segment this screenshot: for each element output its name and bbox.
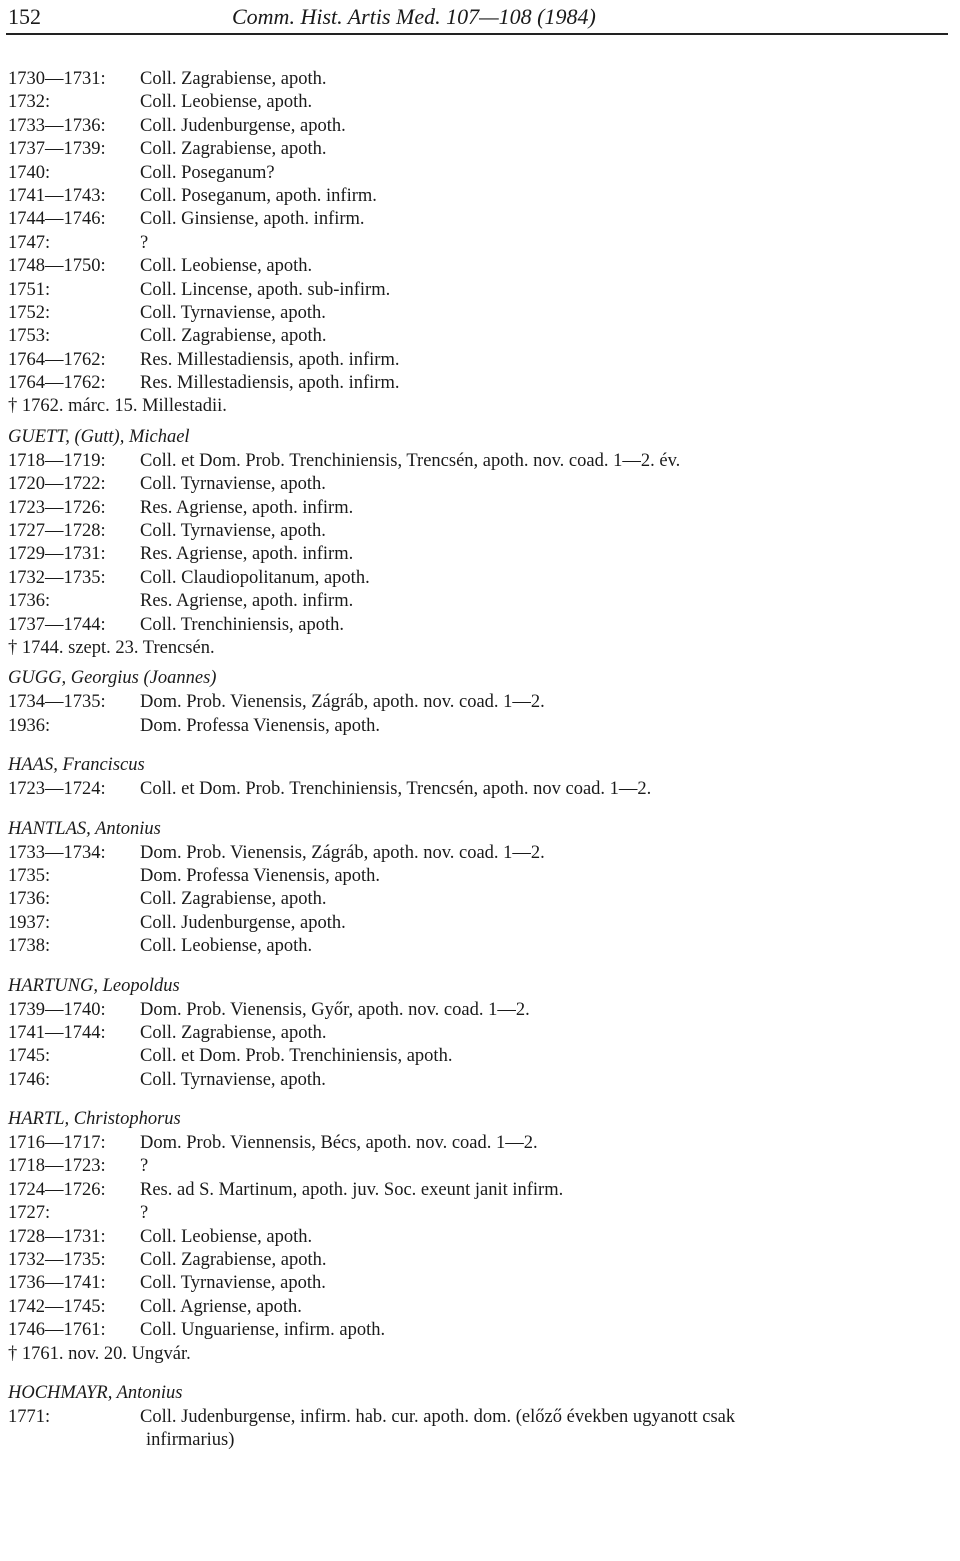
service-row	[8, 865, 958, 888]
service-row	[8, 888, 958, 911]
service-row	[8, 325, 958, 348]
person-entry	[8, 816, 958, 959]
service-post: Coll. Zagrabiense, apoth.	[140, 139, 327, 160]
service-post: Dom. Professa Vienensis, apoth.	[140, 715, 381, 736]
service-post: Coll. Poseganum?	[140, 162, 275, 183]
service-dates: 1737—1744:	[8, 614, 106, 635]
service-dates: 1723—1726:	[8, 497, 106, 518]
service-row	[8, 208, 958, 231]
service-post: Dom. Prob. Vienensis, Zágráb, apoth. nov. coad. 1—2.	[140, 692, 545, 713]
death-date: † 1762. márc. 15. Millestadii.	[8, 396, 227, 417]
service-row	[8, 115, 958, 138]
service-post: Coll. et Dom. Prob. Trenchiniensis, apoth.	[140, 1046, 453, 1067]
service-row	[8, 1132, 958, 1155]
service-dates: 1746—1761:	[8, 1320, 106, 1341]
service-post: Coll. Tyrnaviense, apoth.	[140, 302, 326, 323]
name-separator: ,	[65, 426, 75, 447]
person-name	[8, 752, 958, 778]
service-dates: 1748—1750:	[8, 256, 106, 277]
service-dates: 1764—1762:	[8, 373, 106, 394]
service-post: Coll. Zagrabiense, apoth.	[140, 69, 327, 89]
person-entry	[8, 752, 958, 801]
surname: GUETT	[8, 426, 66, 447]
service-dates: 1723—1724:	[8, 779, 106, 800]
service-row	[8, 68, 958, 91]
service-dates: 1741—1743:	[8, 185, 106, 206]
person-entry	[8, 1380, 958, 1453]
service-post: Res. Millestadiensis, apoth. infirm.	[140, 349, 400, 370]
service-row	[8, 778, 958, 801]
person-entry	[8, 1106, 958, 1366]
service-row	[8, 1226, 958, 1249]
service-dates: 1747:	[8, 232, 51, 253]
service-dates: 1742—1745:	[8, 1296, 106, 1317]
service-post: Dom. Prob. Viennensis, Bécs, apoth. nov. coad. 1—2.	[140, 1133, 538, 1154]
given-name: Christophorus	[73, 1109, 181, 1130]
person-name	[8, 424, 958, 450]
service-post: ?	[140, 1156, 149, 1177]
service-dates: 1738:	[8, 936, 51, 957]
name-separator: ,	[86, 818, 96, 839]
person-name	[8, 973, 958, 999]
service-post: Coll. Judenburgense, apoth.	[140, 115, 346, 136]
person-entry	[8, 424, 958, 661]
name-separator: ,	[93, 975, 103, 996]
service-post: Coll. Judenburgense, infirm. hab. cur. apoth. dom. (előző években ugyanott csak	[140, 1406, 736, 1427]
service-row	[8, 567, 958, 590]
service-dates: 1736:	[8, 889, 51, 910]
service-dates: 1736:	[8, 591, 51, 612]
service-row	[8, 520, 958, 543]
service-dates: 1751:	[8, 279, 51, 300]
service-dates: 1736—1741:	[8, 1273, 106, 1294]
service-post: Coll. Leobiense, apoth.	[140, 1226, 313, 1247]
service-post: Coll. Claudiopolitanum, apoth.	[140, 567, 370, 588]
service-dates: 1764—1762:	[8, 349, 106, 370]
service-dates: 1732:	[8, 92, 51, 113]
service-row	[8, 590, 958, 613]
service-dates: 1716—1717:	[8, 1133, 106, 1154]
service-dates: 1746:	[8, 1069, 51, 1090]
death-date: † 1761. nov. 20. Ungvár.	[8, 1343, 191, 1364]
service-dates: 1720—1722:	[8, 474, 106, 495]
service-dates: 1733—1736:	[8, 115, 106, 136]
service-row	[8, 935, 958, 958]
service-row	[8, 372, 958, 395]
service-row	[8, 912, 958, 935]
service-dates: 1740:	[8, 162, 51, 183]
service-dates: 1937:	[8, 912, 51, 933]
service-row	[8, 185, 958, 208]
service-post: Coll. et Dom. Prob. Trenchiniensis, Trencsén, apoth. nov. coad. 1—2. év.	[140, 450, 681, 471]
service-row	[8, 1202, 958, 1225]
surname: GUGG	[8, 668, 62, 689]
person-entry	[8, 973, 958, 1093]
service-row	[8, 1406, 958, 1429]
name-separator: ,	[61, 668, 71, 689]
given-name: Leopoldus	[102, 975, 180, 996]
service-row	[8, 614, 958, 637]
service-dates: 1732—1735:	[8, 1250, 106, 1271]
service-dates: 1729—1731:	[8, 544, 106, 565]
service-post: Dom. Professa Vienensis, apoth.	[140, 865, 381, 886]
service-dates: 1741—1744:	[8, 1022, 106, 1043]
surname: HARTUNG	[8, 975, 94, 996]
service-post: Coll. Tyrnaviense, apoth.	[140, 1273, 326, 1294]
service-row	[8, 255, 958, 278]
death-record	[8, 1343, 958, 1366]
service-post: Res. Agriense, apoth. infirm.	[140, 497, 354, 518]
service-row	[8, 715, 958, 738]
service-post: Dom. Prob. Vienensis, Győr, apoth. nov. coad. 1—2.	[140, 999, 530, 1020]
service-dates: 1753:	[8, 326, 51, 347]
service-post: Coll. Lincense, apoth. sub-infirm.	[140, 279, 391, 300]
service-post: ?	[140, 232, 149, 253]
service-dates: 1718—1719:	[8, 450, 106, 471]
service-dates: 1732—1735:	[8, 567, 106, 588]
service-row	[8, 162, 958, 185]
service-dates: 1744—1746:	[8, 209, 106, 230]
service-dates: 1728—1731:	[8, 1226, 106, 1247]
entry-spacer	[8, 1092, 958, 1101]
service-post: Coll. et Dom. Prob. Trenchiniensis, Trencsén, apoth. nov coad. 1—2.	[140, 779, 652, 800]
service-row	[8, 1319, 958, 1342]
service-row	[8, 302, 958, 325]
person-entry	[8, 665, 958, 738]
person-name	[8, 1106, 958, 1132]
death-date: † 1744. szept. 23. Trencsén.	[8, 637, 215, 658]
service-row	[8, 1022, 958, 1045]
person-entry	[8, 68, 958, 419]
service-post: Coll. Zagrabiense, apoth.	[140, 326, 327, 347]
service-post: Res. Millestadiensis, apoth. infirm.	[140, 373, 400, 394]
service-post: Coll. Tyrnaviense, apoth.	[140, 521, 326, 542]
service-dates: 1745:	[8, 1046, 51, 1067]
service-post: Coll. Unguariense, infirm. apoth.	[140, 1320, 386, 1341]
service-row	[8, 1155, 958, 1178]
service-row	[8, 1069, 958, 1092]
running-title: Comm. Hist. Artis Med. 107—108 (1984)	[232, 4, 596, 29]
service-dates: 1733—1734:	[8, 842, 106, 863]
service-post: Coll. Zagrabiense, apoth.	[140, 889, 327, 910]
service-row	[8, 232, 958, 255]
given-name: Georgius (Joannes)	[70, 668, 217, 689]
service-post: Res. ad S. Martinum, apoth. juv. Soc. exeunt janit infirm.	[140, 1179, 564, 1200]
entry-spacer	[8, 802, 958, 811]
service-row	[8, 279, 958, 302]
given-name: (Gutt), Michael	[74, 426, 190, 447]
service-row	[8, 450, 958, 473]
entry-spacer	[8, 1366, 958, 1375]
service-dates: 1936:	[8, 715, 51, 736]
service-post: Coll. Tyrnaviense, apoth.	[140, 474, 326, 495]
service-row	[8, 91, 958, 114]
service-post: Coll. Leobiense, apoth.	[140, 936, 313, 957]
page-header	[0, 0, 960, 36]
person-name	[8, 1380, 958, 1406]
page-number: 152	[8, 4, 41, 29]
service-row	[8, 1179, 958, 1202]
entry-spacer	[8, 738, 958, 747]
service-dates: 1737—1739:	[8, 139, 106, 160]
surname: HOCHMAYR	[8, 1382, 108, 1403]
service-post: Coll. Trenchiniensis, apoth.	[140, 614, 345, 635]
register-body	[8, 68, 958, 1453]
given-name: Franciscus	[62, 755, 145, 776]
death-record	[8, 637, 958, 660]
service-dates: 1739—1740:	[8, 999, 106, 1020]
service-row	[8, 543, 958, 566]
service-row	[8, 1249, 958, 1272]
service-row	[8, 349, 958, 372]
service-dates: 1727—1728:	[8, 521, 106, 542]
header-rule	[6, 33, 948, 35]
service-post: Coll. Zagrabiense, apoth.	[140, 1250, 327, 1271]
service-dates: 1718—1723:	[8, 1156, 106, 1177]
service-post: Dom. Prob. Vienensis, Zágráb, apoth. nov. coad. 1—2.	[140, 842, 545, 863]
name-separator: ,	[53, 755, 63, 776]
given-name: Antonius	[95, 818, 161, 839]
service-post-continued: infirmarius)	[146, 1430, 235, 1451]
service-row	[8, 999, 958, 1022]
service-row	[8, 691, 958, 714]
service-dates: 1730—1731:	[8, 69, 106, 89]
service-post: Res. Agriense, apoth. infirm.	[140, 591, 354, 612]
service-dates: 1735:	[8, 865, 51, 886]
service-post: Coll. Judenburgense, apoth.	[140, 912, 346, 933]
service-post: Coll. Leobiense, apoth.	[140, 92, 313, 113]
service-post: ?	[140, 1203, 149, 1224]
service-post: Coll. Ginsiense, apoth. infirm.	[140, 209, 365, 230]
surname: HARTL	[8, 1109, 65, 1130]
death-record	[8, 395, 958, 418]
person-name	[8, 665, 958, 691]
service-row	[8, 1272, 958, 1295]
person-name	[8, 816, 958, 842]
service-row	[8, 1296, 958, 1319]
surname: HANTLAS	[8, 818, 87, 839]
service-row	[8, 1045, 958, 1068]
service-post: Coll. Leobiense, apoth.	[140, 256, 313, 277]
service-post: Coll. Zagrabiense, apoth.	[140, 1022, 327, 1043]
service-row	[8, 842, 958, 865]
surname: HAAS	[8, 755, 54, 776]
service-dates: 1734—1735:	[8, 692, 106, 713]
given-name: Antonius	[116, 1382, 183, 1403]
service-post: Res. Agriense, apoth. infirm.	[140, 544, 354, 565]
service-dates: 1727:	[8, 1203, 51, 1224]
service-row	[8, 497, 958, 520]
name-separator: ,	[107, 1382, 117, 1403]
service-dates: 1724—1726:	[8, 1179, 106, 1200]
service-post: Coll. Agriense, apoth.	[140, 1296, 302, 1317]
service-post: Coll. Poseganum, apoth. infirm.	[140, 185, 377, 206]
service-dates: 1752:	[8, 302, 51, 323]
service-row	[8, 473, 958, 496]
entry-spacer	[8, 959, 958, 968]
name-separator: ,	[64, 1109, 74, 1130]
service-row-continuation	[8, 1429, 958, 1452]
service-post: Coll. Tyrnaviense, apoth.	[140, 1069, 326, 1090]
service-row	[8, 138, 958, 161]
service-dates: 1771:	[8, 1406, 51, 1427]
